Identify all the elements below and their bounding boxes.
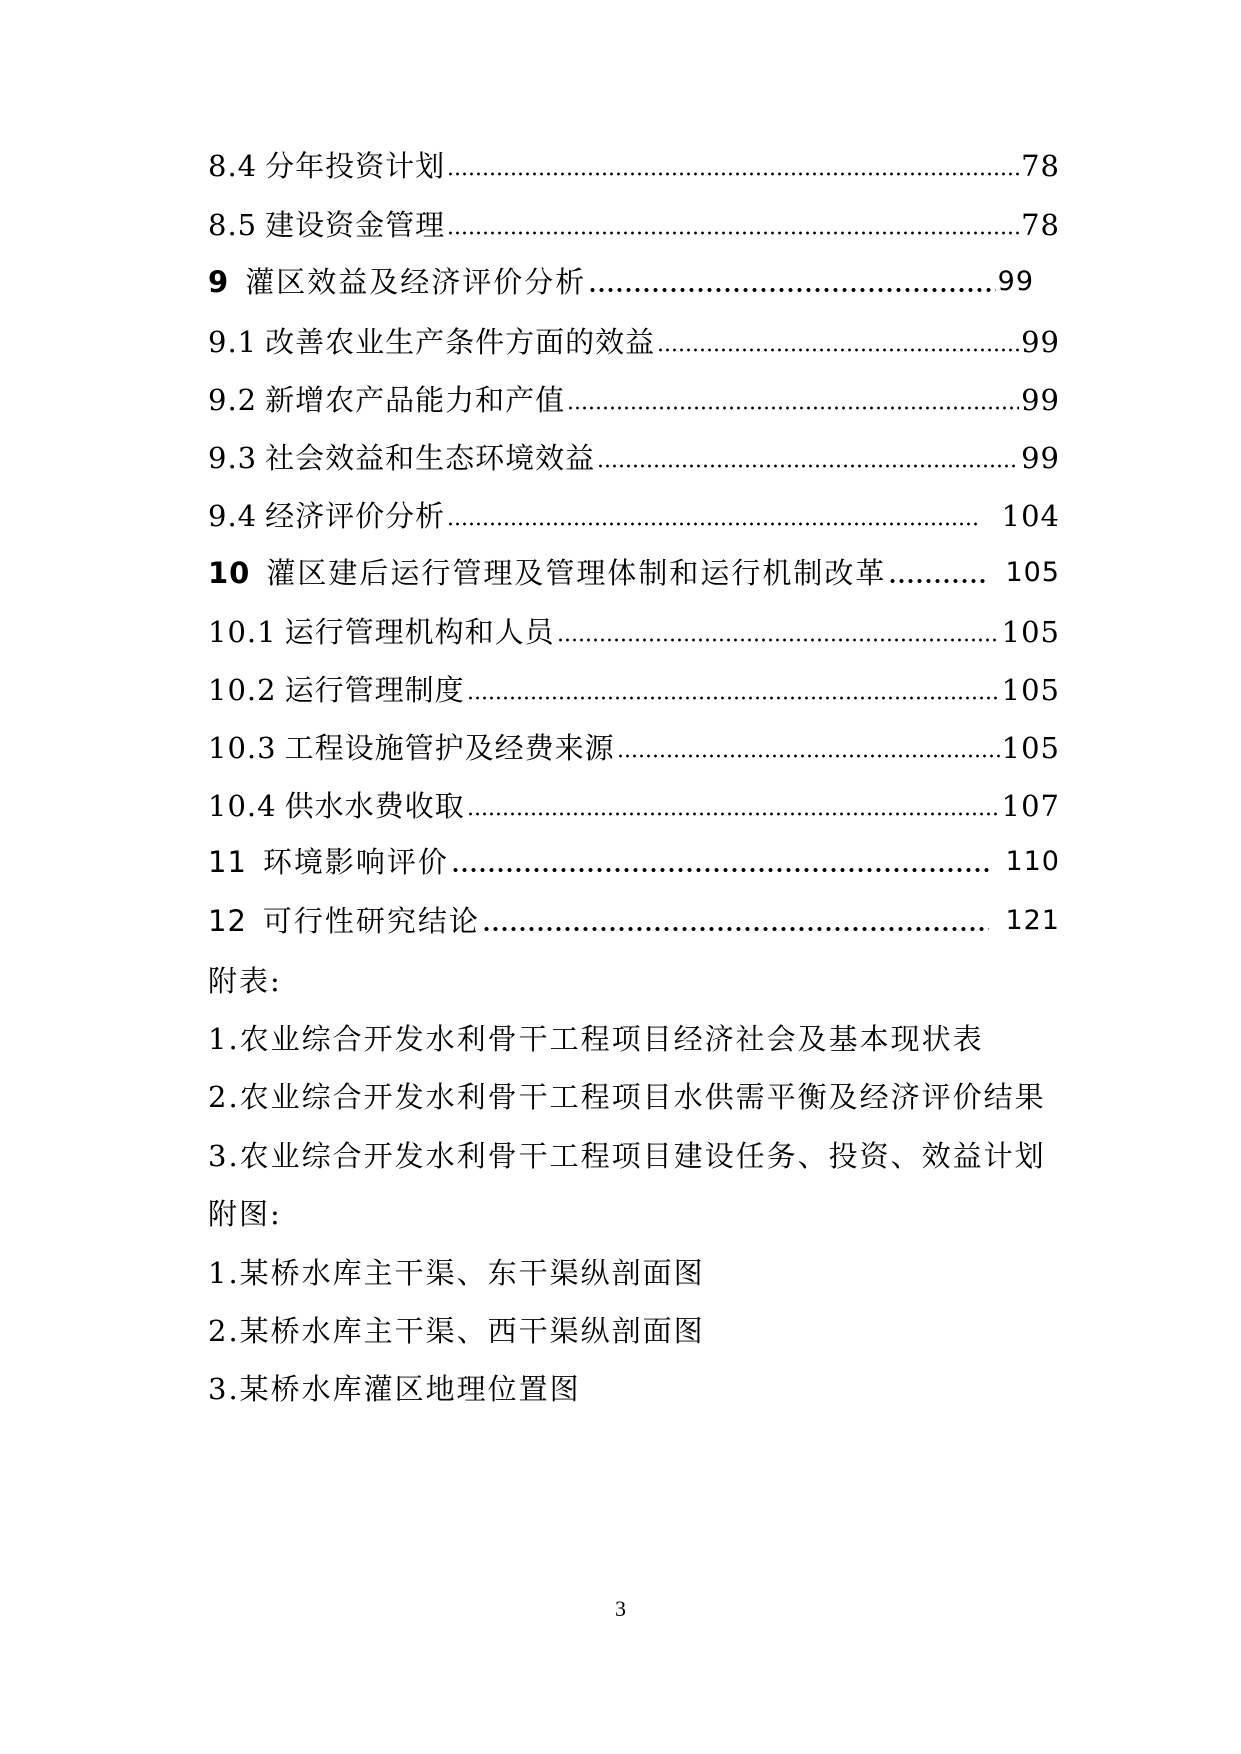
- toc-entry-title: 供水水费收取: [284, 789, 465, 823]
- toc-chapter-page: 105: [1005, 557, 1060, 588]
- toc-entry-9-1[interactable]: [208, 322, 1060, 362]
- toc-entry-number: 9.4: [208, 499, 258, 533]
- appendix-table-item: 1.农业综合开发水利骨干工程项目经济社会及基本现状表: [208, 1022, 984, 1056]
- appendix-figure-item: 2.某桥水库主干渠、西干渠纵剖面图: [208, 1314, 705, 1348]
- toc-chapter-title: 灌区建后运行管理及管理体制和运行机制改革: [266, 556, 887, 590]
- toc-entry-page: 107: [1001, 789, 1060, 823]
- dot-leader: [467, 670, 1000, 710]
- dot-leader: [567, 380, 1019, 420]
- appendix-table-item: 3.农业综合开发水利骨干工程项目建设任务、投资、效益计划: [208, 1139, 1046, 1173]
- toc-chapter-10[interactable]: [208, 553, 1060, 593]
- toc-entry-page: 99: [1021, 441, 1060, 475]
- dot-leader: [482, 901, 990, 941]
- toc-chapter-12[interactable]: [208, 901, 1060, 941]
- toc-entry-page: 105: [1001, 673, 1060, 707]
- appendix-figure-item: 3.某桥水库灌区地理位置图: [208, 1372, 581, 1406]
- dot-leader: [447, 205, 1019, 245]
- toc-chapter-number: 11: [208, 845, 247, 879]
- toc-entry-9-2[interactable]: [208, 380, 1060, 420]
- toc-entry-10-3[interactable]: [208, 728, 1060, 768]
- dot-leader: [447, 496, 978, 536]
- toc-chapter-number: 10: [208, 556, 251, 590]
- toc-chapter-number: 12: [208, 904, 247, 938]
- toc-entry-10-1[interactable]: [208, 612, 1060, 652]
- dot-leader: [617, 728, 1000, 768]
- toc-entry-number: 10.2: [208, 673, 277, 707]
- toc-entry-title: 运行管理机构和人员: [284, 615, 555, 649]
- dot-leader: [588, 262, 995, 302]
- toc-entry-number: 10.1: [208, 615, 277, 649]
- toc-chapter-page: 121: [1005, 905, 1060, 936]
- toc-entry-title: 分年投资计划: [265, 149, 446, 183]
- toc-entry-number: 10.4: [208, 789, 277, 823]
- toc-entry-number: 10.3: [208, 731, 277, 765]
- toc-entry-8-4[interactable]: [208, 146, 1060, 186]
- toc-entry-title: 新增农产品能力和产值: [265, 383, 566, 417]
- dot-leader: [451, 842, 990, 882]
- dot-leader: [447, 146, 1019, 186]
- toc-entry-page: 78: [1021, 208, 1060, 242]
- toc-chapter-title: 灌区效益及经济评价分析: [245, 265, 587, 299]
- toc-entry-10-2[interactable]: [208, 670, 1060, 710]
- toc-chapter-9[interactable]: [208, 262, 1034, 302]
- dot-leader: [557, 612, 1000, 652]
- toc-entry-page: 99: [1021, 383, 1060, 417]
- appendix-table-item: 2.农业综合开发水利骨干工程项目水供需平衡及经济评价结果: [208, 1080, 1046, 1114]
- toc-entry-title: 工程设施管护及经费来源: [284, 731, 615, 765]
- appendix-figure-item: 1.某桥水库主干渠、东干渠纵剖面图: [208, 1256, 705, 1290]
- toc-chapter-page: 110: [1005, 846, 1060, 877]
- toc-chapter-title: 可行性研究结论: [262, 904, 480, 938]
- toc-entry-10-4[interactable]: [208, 786, 1060, 826]
- dot-leader: [888, 553, 989, 593]
- dot-leader: [597, 438, 1019, 478]
- toc-chapter-11[interactable]: [208, 842, 1060, 882]
- toc-entry-page: 105: [1001, 731, 1060, 765]
- toc-entry-page: 99: [1021, 325, 1060, 359]
- toc-entry-number: 8.5: [208, 208, 258, 242]
- toc-entry-title: 建设资金管理: [265, 208, 446, 242]
- toc-chapter-page: 99: [997, 266, 1034, 297]
- toc-entry-title: 社会效益和生态环境效益: [265, 441, 596, 475]
- toc-entry-page: 104: [1001, 499, 1060, 533]
- toc-chapter-title: 环境影响评价: [262, 845, 449, 879]
- toc-entry-page: 78: [1021, 149, 1060, 183]
- toc-entry-8-5[interactable]: [208, 205, 1060, 245]
- toc-entry-number: 9.2: [208, 383, 258, 417]
- toc-entry-title: 经济评价分析: [265, 499, 446, 533]
- page-number: 3: [615, 1596, 626, 1621]
- toc-entry-number: 9.3: [208, 441, 258, 475]
- toc-chapter-number: 9: [208, 265, 230, 299]
- toc-entry-number: 9.1: [208, 325, 258, 359]
- toc-entry-9-4[interactable]: [208, 496, 1060, 536]
- toc-entry-9-3[interactable]: [208, 438, 1060, 478]
- toc-entry-number: 8.4: [208, 149, 258, 183]
- appendix-figures-heading: 附图:: [208, 1197, 282, 1231]
- toc-entry-title: 改善农业生产条件方面的效益: [265, 325, 656, 359]
- dot-leader: [467, 786, 1000, 826]
- appendix-tables-heading: 附表:: [208, 964, 282, 998]
- dot-leader: [657, 322, 1019, 362]
- toc-entry-page: 105: [1001, 615, 1060, 649]
- toc-entry-title: 运行管理制度: [284, 673, 465, 707]
